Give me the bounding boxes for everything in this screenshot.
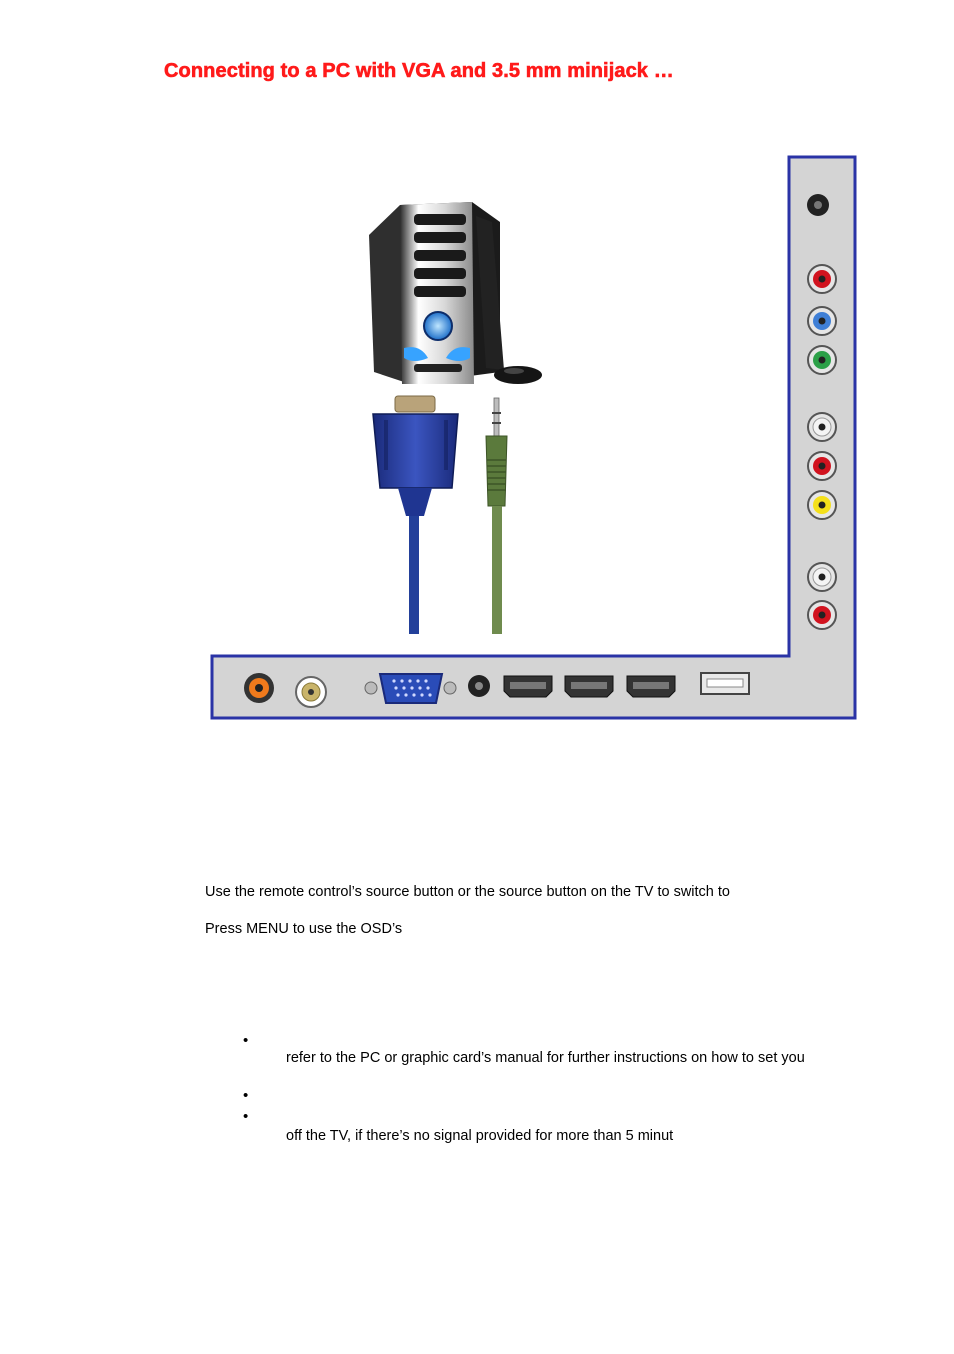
vga-cable-icon xyxy=(373,396,458,634)
component-jack-green-icon xyxy=(808,346,836,374)
audio-cable-icon xyxy=(486,398,507,634)
hdmi-port-3-icon xyxy=(627,676,675,697)
antenna-rf-jack-icon xyxy=(296,677,326,707)
audio-in-jack-red-icon xyxy=(808,601,836,629)
pc-tower-icon xyxy=(369,202,542,384)
component-jack-red-icon xyxy=(808,265,836,293)
note-1-text: refer to the PC or graphic card’s manual for further instructions on how to set you xyxy=(286,1050,805,1066)
audio-jack-red-icon xyxy=(808,452,836,480)
instruction-step-1: Use the remote control’s source button or the source button on the TV to switch to xyxy=(205,884,730,900)
note-bullet-1: • xyxy=(243,1032,249,1049)
usb-port-icon xyxy=(701,673,749,694)
pc-audio-in-jack-icon xyxy=(468,675,490,697)
audio-in-jack-white-icon xyxy=(808,563,836,591)
tv-rear-panel xyxy=(212,157,855,718)
note-bullet-3: • xyxy=(243,1108,249,1125)
page-title: Connecting to a PC with VGA and 3.5 mm minijack … xyxy=(164,60,674,82)
note-bullet-2: • xyxy=(243,1087,249,1104)
component-jack-blue-icon xyxy=(808,307,836,335)
headphone-jack-icon xyxy=(807,194,829,216)
hdmi-port-2-icon xyxy=(565,676,613,697)
instruction-step-2: Press MENU to use the OSD’s xyxy=(205,921,403,937)
audio-jack-white-icon xyxy=(808,413,836,441)
note-3-text: off the TV, if there’s no signal provided for more than 5 minut xyxy=(286,1128,674,1144)
video-jack-yellow-icon xyxy=(808,491,836,519)
hdmi-port-1-icon xyxy=(504,676,552,697)
coaxial-digital-jack-icon xyxy=(244,673,274,703)
